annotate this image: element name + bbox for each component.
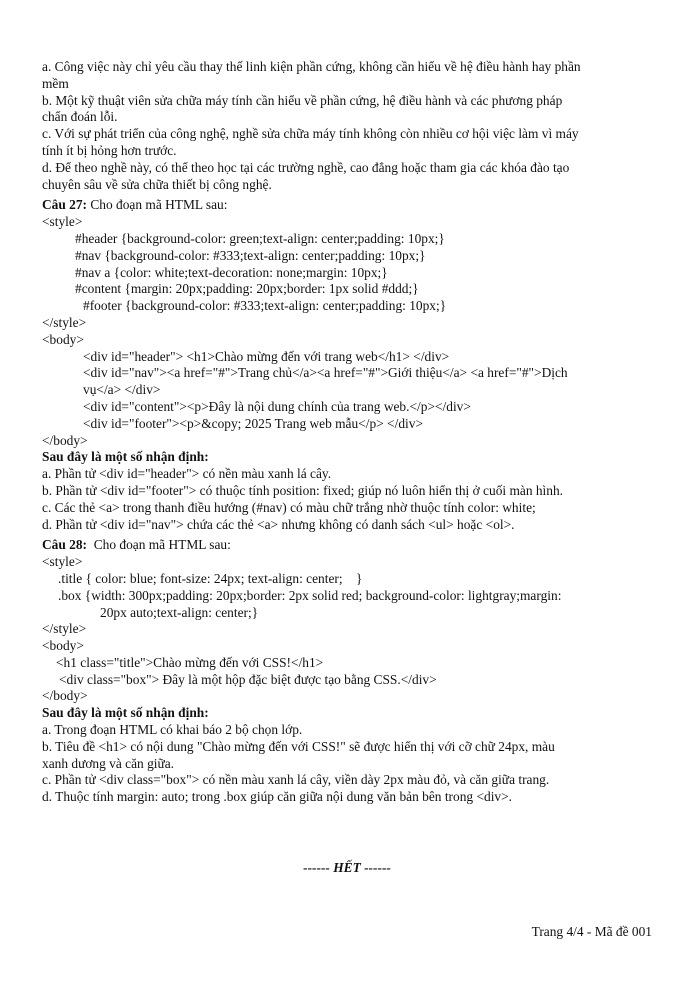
statements-title: Sau đây là một số nhận định: (42, 705, 209, 721)
option-line: chuyên sâu về sửa chữa thiết bị công nghệ. (42, 176, 272, 192)
code-line: </body> (42, 432, 88, 448)
option-line: tính ít bị hỏng hơn trước. (42, 142, 177, 158)
statement: a. Trong đoạn HTML có khai báo 2 bộ chọn lớp. (42, 722, 303, 738)
statement: b. Phần tử <div id="footer"> có thuộc tính position: fixed; giúp nó luôn hiển thị ở cuối màn hình. (42, 482, 564, 498)
option-line: c. Với sự phát triển của công nghệ, nghề sửa chữa máy tính không còn nhiều cơ hội việc làm vì máy (42, 126, 579, 142)
code-line: <div id="header"> <h1>Chào mừng đến với trang web</h1> </div> (83, 348, 450, 364)
code-line: <body> (42, 638, 84, 654)
statement: d. Phần tử <div id="nav"> chứa các thẻ <a> nhưng không có danh sách <ul> hoặc <ol>. (42, 516, 515, 532)
option-line: a. Công việc này chỉ yêu cầu thay thế linh kiện phần cứng, không cần hiểu về hệ điều hành hay phần (42, 59, 581, 74)
question-26-options (42, 59, 654, 193)
statement: xanh dương và căn giữa. (42, 755, 175, 771)
option-line: b. Một kỹ thuật viên sửa chữa máy tính cần hiểu về phần cứng, hệ điều hành và các phương pháp (42, 92, 563, 108)
code-line: .box {width: 300px;padding: 20px;border: 2px solid red; background-color: lightgray;margin: (58, 587, 562, 603)
question-text: Cho đoạn mã HTML sau: (87, 537, 231, 553)
option-line: d. Để theo nghề này, có thể theo học tại các trường nghề, cao đẳng hoặc tham gia các khóa đào tạo (42, 159, 570, 175)
statements-title: Sau đây là một số nhận định: (42, 449, 209, 465)
code-line: #footer {background-color: #333;text-align: center;padding: 10px;} (83, 298, 447, 314)
statement: c. Phần tử <div class="box"> có nền màu xanh lá cây, viền dày 2px màu đỏ, và căn giữa trang. (42, 772, 550, 788)
code-line: <h1 class="title">Chào mừng đến với CSS!</h1> (56, 654, 324, 670)
code-line: #content {margin: 20px;padding: 20px;border: 1px solid #ddd;} (75, 281, 419, 297)
statement: a. Phần tử <div id="header"> có nền màu xanh lá cây. (42, 466, 332, 482)
code-line: #nav {background-color: #333;text-align: center;padding: 10px;} (75, 247, 426, 263)
option-line: chẩn đoán lỗi. (42, 109, 118, 125)
code-line: </body> (42, 688, 88, 704)
end-mark: ------ HẾT ------ (303, 860, 391, 875)
exam-page (42, 59, 654, 806)
question-label: Câu 28: (42, 537, 88, 553)
option-line: mềm (42, 75, 69, 91)
question-28 (42, 537, 654, 806)
statement: b. Tiêu đề <h1> có nội dung "Chào mừng đến với CSS!" sẽ được hiển thị với cỡ chữ 24px, màu (42, 738, 555, 754)
question-heading (42, 537, 654, 554)
page-footer: Trang 4/4 - Mã đề 001 (531, 924, 652, 939)
question-text: Cho đoạn mã HTML sau: (87, 197, 228, 213)
code-line: <body> (42, 331, 84, 347)
code-line: <div id="content"><p>Đây là nội dung chính của trang web.</p></div> (83, 398, 471, 414)
code-line: <div class="box"> Đây là một hộp đặc biệt được tạo bằng CSS.</div> (59, 671, 437, 687)
code-line: </style> (42, 621, 87, 637)
code-line: <style> (42, 214, 83, 230)
statement: c. Các thẻ <a> trong thanh điều hướng (#nav) có màu chữ trắng nhờ thuộc tính color: white; (42, 499, 536, 515)
statement: d. Thuộc tính margin: auto; trong .box giúp căn giữa nội dung văn bản bên trong <div>. (42, 789, 513, 805)
code-line: <style> (42, 554, 83, 570)
code-line: <div id="footer"><p>&copy; 2025 Trang web mẫu</p> </div> (83, 415, 423, 431)
code-line: vụ</a> </div> (83, 382, 161, 398)
question-27 (42, 197, 654, 533)
code-line: #nav a {color: white;text-decoration: none;margin: 10px;} (75, 264, 388, 280)
code-line: .title { color: blue; font-size: 24px; text-align: center; } (58, 570, 363, 586)
code-line: </style> (42, 314, 87, 330)
question-heading (42, 197, 654, 214)
code-line: #header {background-color: green;text-align: center;padding: 10px;} (75, 230, 445, 246)
code-line: 20px auto;text-align: center;} (100, 604, 259, 620)
code-line: <div id="nav"><a href="#">Trang chủ</a><a href="#">Giới thiệu</a> <a href="#">Dịch (83, 365, 568, 381)
question-label: Câu 27: (42, 197, 88, 213)
